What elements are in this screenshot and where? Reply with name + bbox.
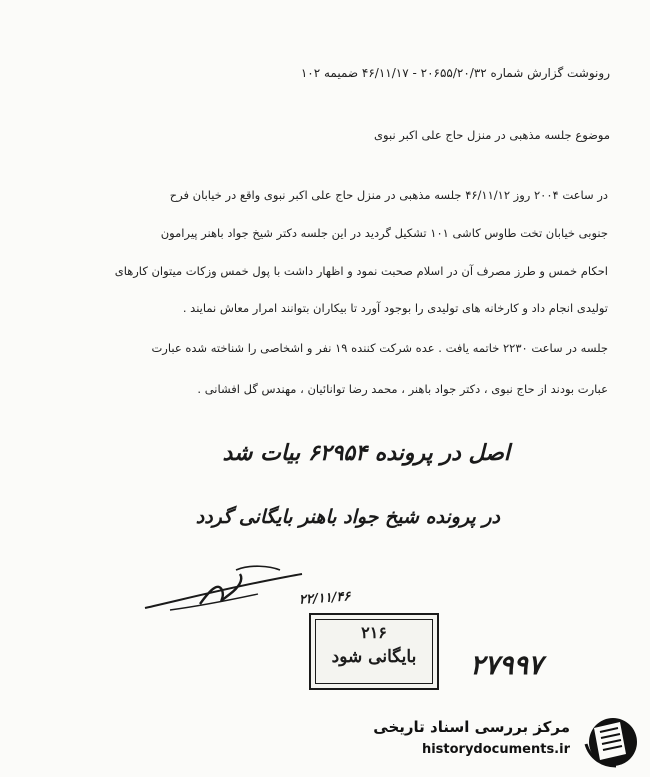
archive-stamp [309, 613, 439, 690]
watermark-footer [360, 712, 648, 772]
signature-icon [140, 560, 310, 620]
archive-logo-icon [580, 714, 642, 770]
body-line: احکام خمس و طرز مصرف آن در اسلام صحبت نمود و اظهار داشت با پول خمس وزکات میتوان کارهای [114, 264, 608, 278]
stamp-text: بایگانی شود [331, 647, 417, 667]
subject-line: موضوع جلسه مذهبی در منزل حاج علی اکبر نبوی [374, 128, 610, 142]
handwritten-date: ۲۲/۱۱/۴۶ [298, 589, 351, 608]
footer-url: historydocuments.ir [421, 742, 570, 757]
body-line: جنوبی خیابان تخت طاوس کاشی ۱۰۱ تشکیل گردید در این جلسه دکتر شیخ جواد باهنر پیرامون [160, 226, 608, 240]
handwritten-number: ۲۷۹۹۷ [470, 650, 543, 681]
body-line: عبارت بودند از حاج نبوی ، دکتر جواد باهنر ، محمد رضا توانائیان ، مهندس گل افشانی . [197, 382, 608, 396]
handwritten-archive-note: در پرونده شیخ جواد باهنر بایگانی گردد [195, 506, 500, 528]
body-line: جلسه در ساعت ۲۲۳۰ خاتمه یافت . عده شرکت کننده ۱۹ نفر و اشخاصی را شناخته شده عبارت [151, 341, 608, 355]
body-line: در ساعت ۲۰۰۴ روز ۴۶/۱۱/۱۲ جلسه مذهبی در منزل حاج علی اکبر نبوی واقع در خیابان فرح [169, 188, 608, 202]
report-header-line: رونوشت گزارش شماره ۲۰۶۵۵/۲۰/۳۲ - ۴۶/۱۱/۱۷ ضمیمه ۱۰۲ [300, 66, 610, 80]
handwritten-file-note: اصل در پرونده ۶۲۹۵۴ بیات شد [222, 440, 510, 466]
footer-title: مرکز بررسی اسناد تاریخی [373, 718, 570, 736]
body-line: تولیدی انجام داد و کارخانه های تولیدی را بوجود آورد تا بیکاران بتوانند امرار معاش نمایند . [182, 301, 608, 315]
stamp-number: ۲۱۶ [361, 623, 387, 642]
